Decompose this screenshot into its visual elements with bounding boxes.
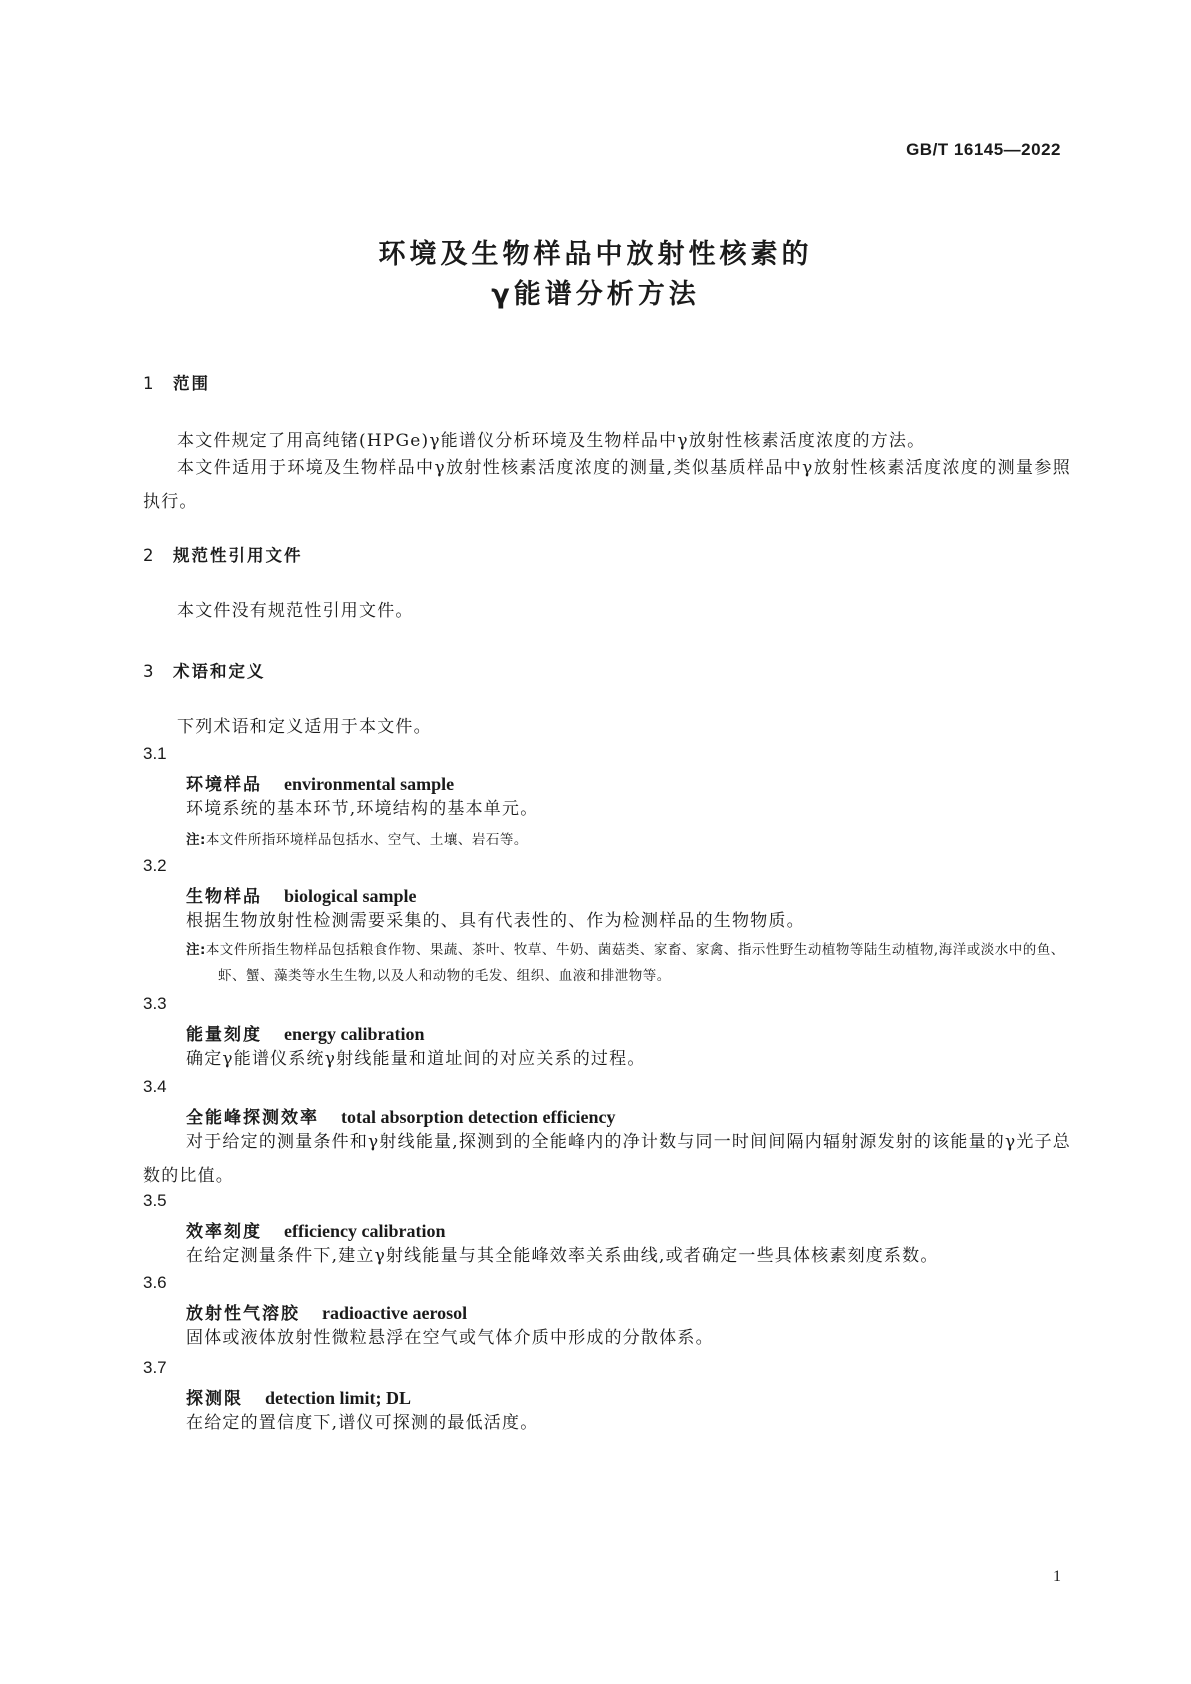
term-definition: 在给定测量条件下,建立γ射线能量与其全能峰效率关系曲线,或者确定一些具体核素刻度系数。 xyxy=(186,1246,939,1266)
term-number: 3.4 xyxy=(143,1077,167,1096)
standard-code: GB/T 16145—2022 xyxy=(906,140,1061,159)
term-definition: 环境系统的基本环节,环境结构的基本单元。 xyxy=(186,799,539,819)
term-note xyxy=(186,827,1071,853)
term-number: 3.2 xyxy=(143,856,167,875)
term-chinese: 能量刻度 xyxy=(186,1025,262,1045)
note-text: 本文件所指环境样品包括水、空气、土壤、岩石等。 xyxy=(205,832,528,848)
section-2-heading xyxy=(143,542,303,566)
term-english: biological sample xyxy=(284,886,417,906)
term-definition: 对于给定的测量条件和γ射线能量,探测到的全能峰内的净计数与同一时间间隔内辐射源发射的该能量的γ光子总数的比值。 xyxy=(143,1132,1071,1186)
term-chinese: 生物样品 xyxy=(186,887,262,907)
term-english: efficiency calibration xyxy=(284,1221,446,1241)
section-1-heading xyxy=(143,370,210,394)
document-title-line-1: 环境及生物样品中放射性核素的 xyxy=(378,239,813,270)
term-number: 3.7 xyxy=(143,1358,167,1377)
term-definition: 固体或液体放射性微粒悬浮在空气或气体介质中形成的分散体系。 xyxy=(186,1328,714,1348)
section-1-title: 范围 xyxy=(173,374,210,393)
section-2-paragraph-1: 本文件没有规范性引用文件。 xyxy=(177,601,414,621)
term-english: total absorption detection efficiency xyxy=(341,1107,616,1127)
term-chinese: 效率刻度 xyxy=(186,1222,262,1242)
term-chinese: 全能峰探测效率 xyxy=(186,1108,319,1128)
term-chinese: 放射性气溶胶 xyxy=(186,1304,300,1324)
term-english: environmental sample xyxy=(284,774,455,794)
page-number: 1 xyxy=(1053,1568,1061,1585)
document-title-line-2: γ能谱分析方法 xyxy=(491,279,700,310)
section-1-number: 1 xyxy=(143,374,156,393)
term-definition: 在给定的置信度下,谱仪可探测的最低活度。 xyxy=(186,1413,539,1433)
term-english: energy calibration xyxy=(284,1024,425,1044)
section-3-heading xyxy=(143,658,266,682)
term-definition: 根据生物放射性检测需要采集的、具有代表性的、作为检测样品的生物物质。 xyxy=(186,911,805,931)
note-label: 注: xyxy=(186,832,206,848)
term-chinese: 探测限 xyxy=(186,1389,243,1409)
term-note xyxy=(186,937,1071,989)
section-3-number: 3 xyxy=(143,662,156,681)
note-label: 注: xyxy=(186,942,206,958)
section-2-title: 规范性引用文件 xyxy=(173,546,303,565)
term-definition: 确定γ能谱仪系统γ射线能量和道址间的对应关系的过程。 xyxy=(186,1049,646,1069)
term-chinese: 环境样品 xyxy=(186,775,262,795)
term-english: detection limit; DL xyxy=(265,1388,411,1408)
section-3-intro: 下列术语和定义适用于本文件。 xyxy=(177,717,432,737)
section-1-paragraph-2: 本文件适用于环境及生物样品中γ放射性核素活度浓度的测量,类似基质样品中γ放射性核素活度浓度的测量参照执行。 xyxy=(143,458,1071,512)
term-number: 3.1 xyxy=(143,744,167,763)
section-2-number: 2 xyxy=(143,546,156,565)
section-3-title: 术语和定义 xyxy=(173,662,266,681)
term-english: radioactive aerosol xyxy=(322,1303,468,1323)
term-number: 3.5 xyxy=(143,1191,167,1210)
section-1-paragraph-1: 本文件规定了用高纯锗(HPGe)γ能谱仪分析环境及生物样品中γ放射性核素活度浓度的方法。 xyxy=(177,431,926,451)
term-number: 3.3 xyxy=(143,994,167,1013)
term-number: 3.6 xyxy=(143,1273,167,1292)
note-text: 本文件所指生物样品包括粮食作物、果蔬、茶叶、牧草、牛奶、菌菇类、家畜、家禽、指示性野生动植物等陆生动植物,海洋或淡水中的鱼、虾、蟹、藻类等水生生物,以及人和动物的毛发、组织、血液和排泄物等。 xyxy=(205,942,1065,984)
